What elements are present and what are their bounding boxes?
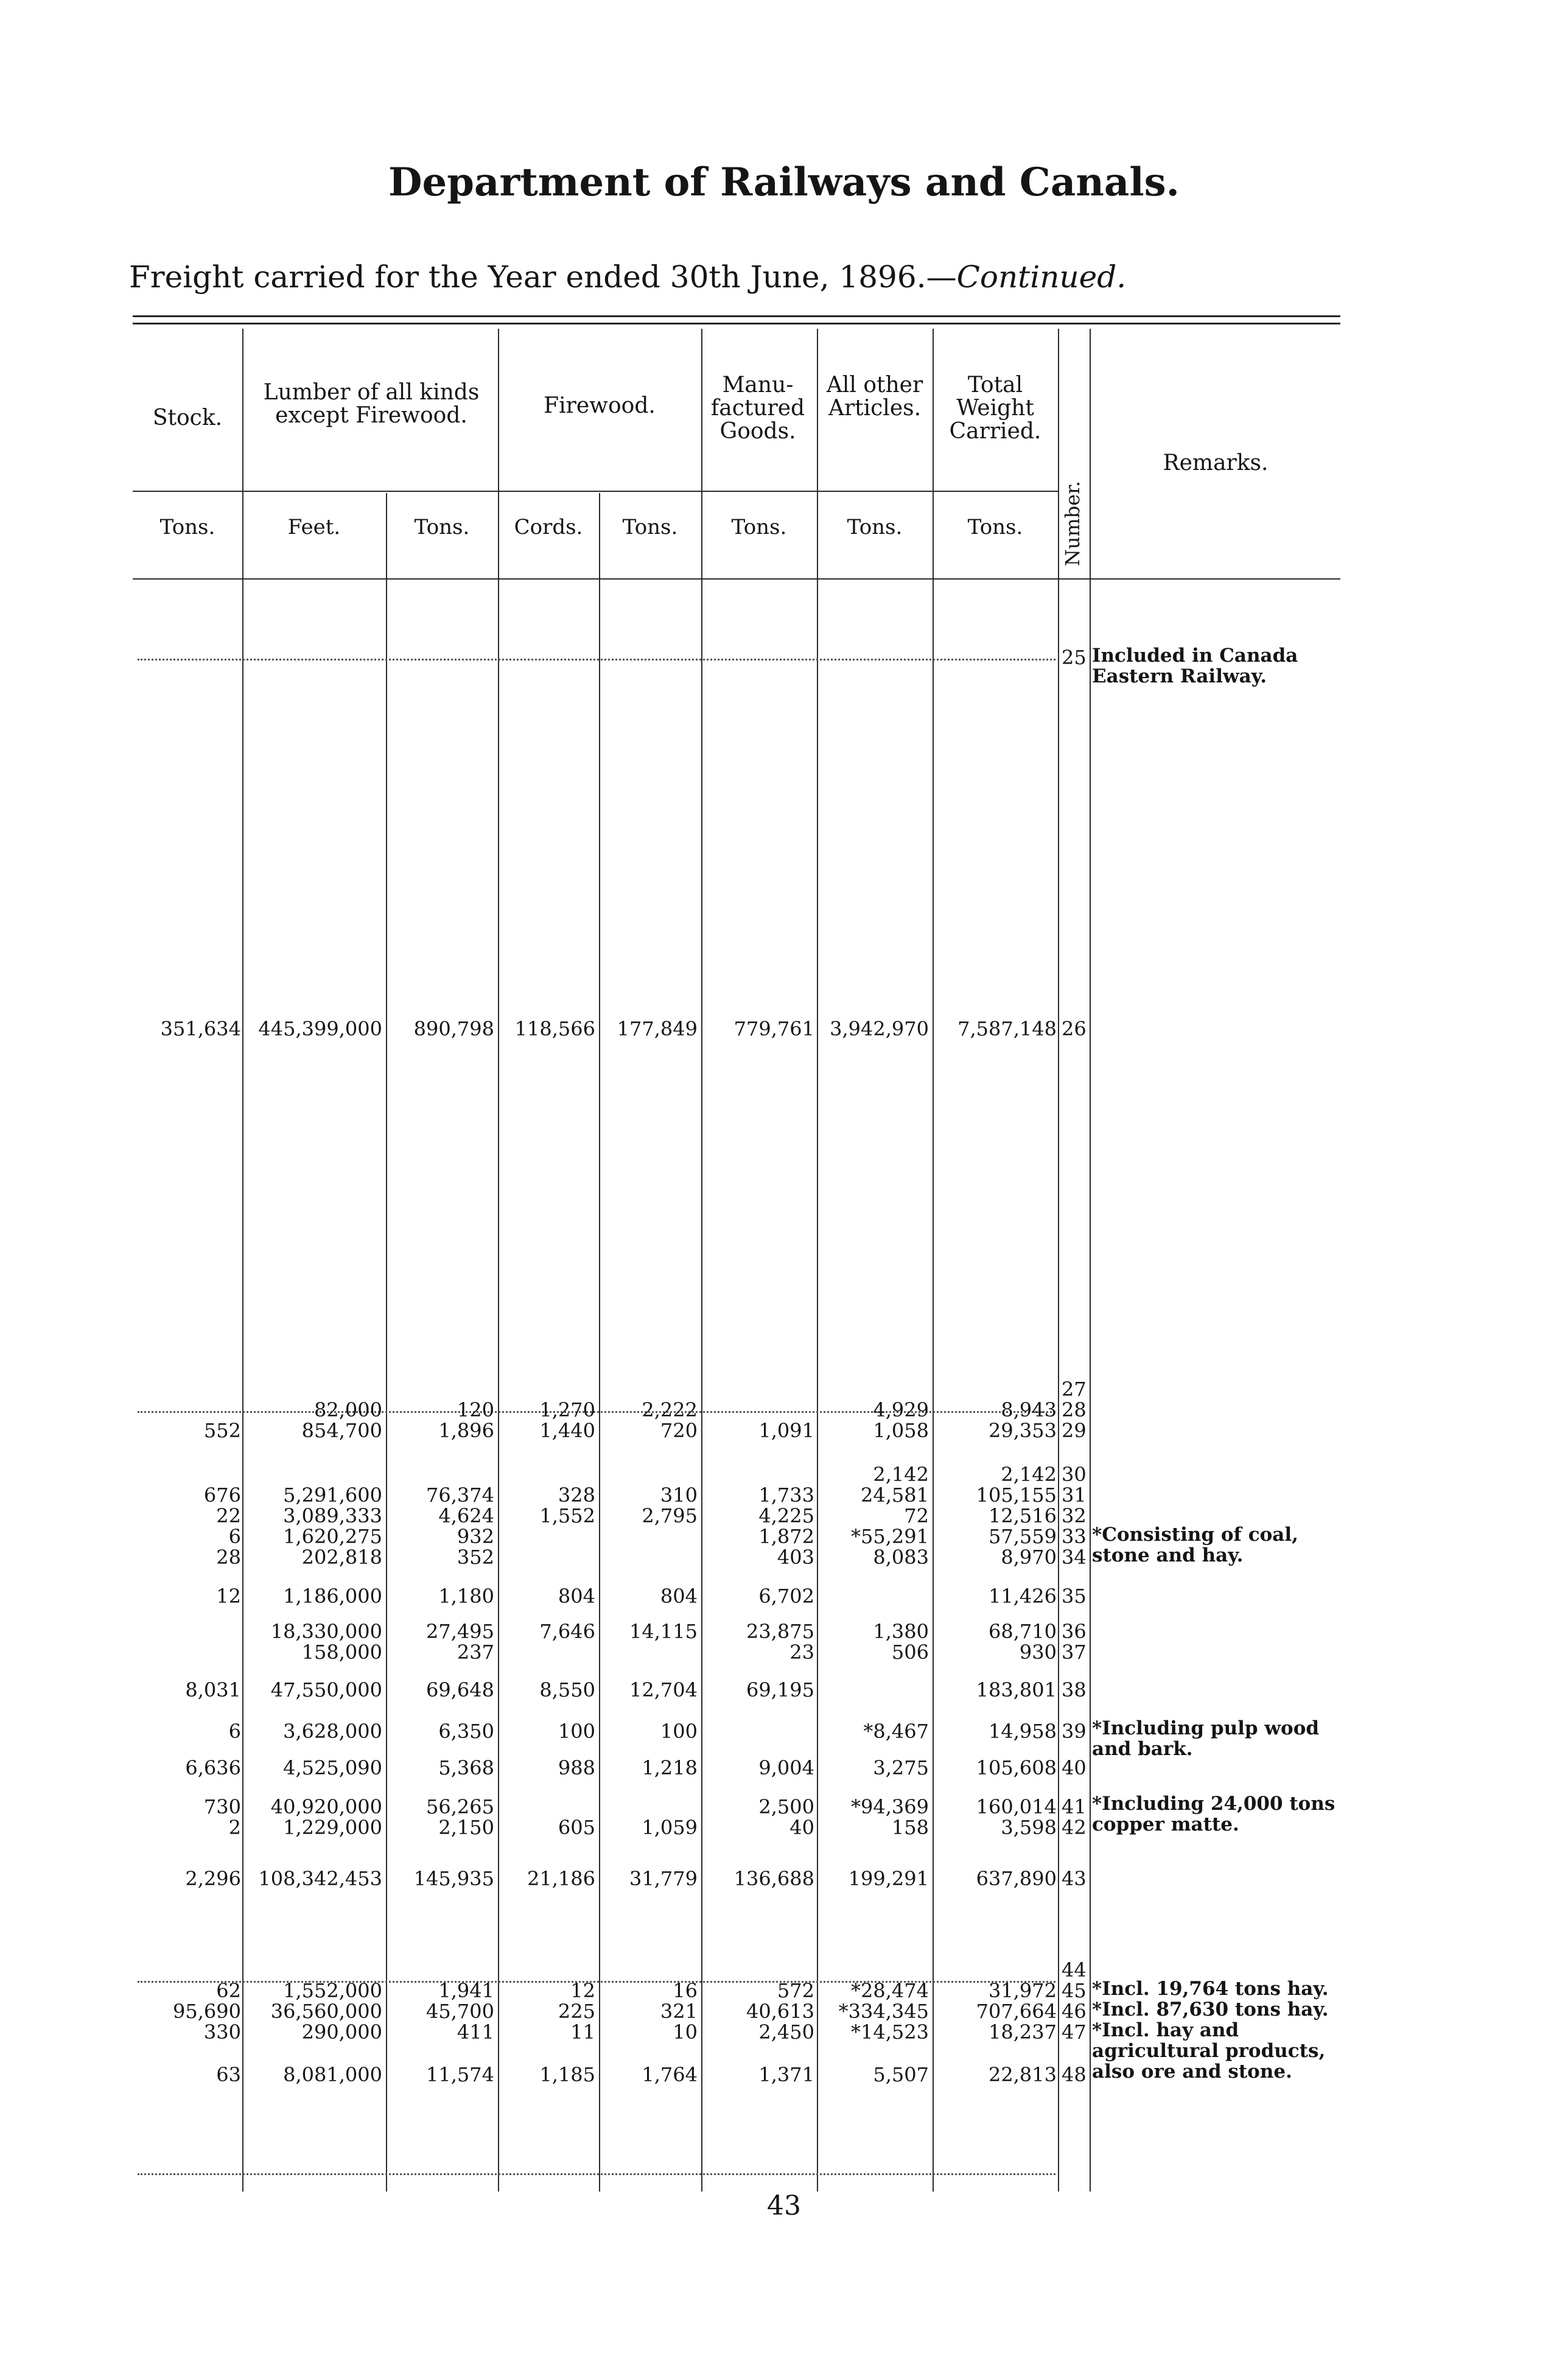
cell-feet: 3,628,000 [283,1720,382,1743]
cell-stock: 12 [216,1585,241,1608]
unit-firewood-cords: Cords. [514,515,583,539]
cell-feet: 1,186,000 [283,1585,382,1608]
cell-stock: 2,296 [185,1867,241,1890]
cell-cords: 328 [558,1484,595,1507]
row-number: 43 [1062,1867,1087,1890]
remark-text: Included in Canada Eastern Railway. [1092,645,1298,687]
row-number: 31 [1062,1484,1087,1507]
subtitle-continued: Continued. [956,259,1127,295]
cell-total: 105,155 [976,1484,1057,1507]
cell-feet: 1,552,000 [283,1979,382,2002]
cell-stock: 552 [203,1419,241,1442]
cell-other: 199,291 [848,1867,929,1890]
remark-text: *Incl. 87,630 tons hay. [1092,1999,1329,2020]
cell-stock: 95,690 [173,2000,241,2023]
cell-ftons: 321 [660,2000,698,2023]
cell-cords: 1,185 [539,2063,595,2086]
cell-other: 72 [904,1504,929,1527]
cell-stock: 676 [203,1484,241,1507]
cell-ltons: 890,798 [413,1017,494,1040]
row-number: 38 [1062,1678,1087,1701]
cell-total: 22,813 [989,2063,1057,2086]
cell-ltons: 145,935 [413,1867,494,1890]
cell-ltons: 56,265 [426,1795,494,1818]
col-total-heading: Total Weight Carried. [949,373,1041,444]
cell-feet: 18,330,000 [270,1620,382,1643]
col-rule-firewood [701,329,702,2192]
cell-total: 11,426 [989,1585,1057,1608]
col-rule-total [1058,329,1059,2192]
row-number: 41 [1062,1795,1087,1818]
row-number: 33 [1062,1525,1087,1548]
cell-other: *8,467 [863,1720,929,1743]
cell-ltons: 1,941 [438,1979,494,2002]
unit-firewood-tons: Tons. [622,515,678,539]
cell-other: *94,369 [851,1795,929,1818]
col-other-heading: All other Articles. [826,373,923,421]
cell-cords: 1,440 [539,1419,595,1442]
cell-ftons: 14,115 [629,1620,698,1643]
cell-other: 8,083 [873,1546,929,1569]
cell-stock: 6 [228,1525,241,1548]
cell-feet: 445,399,000 [258,1017,382,1040]
unit-lumber-feet: Feet. [287,515,341,539]
cell-stock: 6 [228,1720,241,1743]
cell-other: *334,345 [838,2000,929,2023]
cell-mfg: 6,702 [758,1585,814,1608]
cell-feet: 5,291,600 [283,1484,382,1507]
remark-text: *Incl. hay and agricultural products, also ore and stone. [1092,2019,1326,2083]
cell-cords: 21,186 [527,1867,595,1890]
cell-mfg: 23 [789,1641,814,1664]
cell-feet: 36,560,000 [270,2000,382,2023]
cell-mfg: 40 [789,1816,814,1839]
remark-text: *Including pulp wood and bark. [1092,1717,1320,1760]
cell-cords: 1,552 [539,1504,595,1527]
cell-other: 1,058 [873,1419,929,1442]
cell-ltons: 1,896 [438,1419,494,1442]
cell-cords: 804 [558,1585,595,1608]
col-remarks-heading: Remarks. [1163,450,1269,475]
row-number: 46 [1062,2000,1087,2023]
cell-ltons: 932 [457,1525,494,1548]
cell-total: 160,014 [976,1795,1057,1818]
cell-feet: 158,000 [301,1641,382,1664]
cell-cords: 225 [558,2000,595,2023]
cell-other: 4,929 [873,1398,929,1421]
cell-other: 2,142 [873,1463,929,1486]
row-number: 39 [1062,1720,1087,1743]
cell-other: 1,380 [873,1620,929,1643]
row-number: 36 [1062,1620,1087,1643]
cell-total: 8,943 [1001,1398,1057,1421]
unit-manufactured: Tons. [731,515,787,539]
cell-total: 105,608 [976,1756,1057,1779]
col-lumber-heading: Lumber of all kinds except Firewood. [263,380,480,428]
col-rule-lumber-mid [386,493,387,2192]
cell-stock: 6,636 [185,1756,241,1779]
cell-total: 68,710 [989,1620,1057,1643]
remark-text: *Consisting of coal, stone and hay. [1092,1524,1298,1566]
cell-total: 18,237 [989,2020,1057,2044]
cell-feet: 47,550,000 [270,1678,382,1701]
col-rule-manufactured [817,329,818,2192]
cell-other: *55,291 [851,1525,929,1548]
cell-ftons: 1,218 [642,1756,698,1779]
row-number: 48 [1062,2063,1087,2086]
leader-bottom [138,2173,1055,2175]
cell-ftons: 100 [660,1720,698,1743]
cell-ltons: 5,368 [438,1756,494,1779]
cell-ltons: 6,350 [438,1720,494,1743]
cell-mfg: 69,195 [746,1678,814,1701]
cell-total: 707,664 [976,2000,1057,2023]
cell-ltons: 237 [457,1641,494,1664]
col-number-label: Number. [1061,480,1084,567]
cell-cords: 100 [558,1720,595,1743]
cell-ltons: 411 [457,2020,494,2044]
col-number-heading [1060,475,1085,572]
cell-cords: 8,550 [539,1678,595,1701]
header-bottom-rule [133,578,1340,580]
cell-feet: 3,089,333 [283,1504,382,1527]
cell-ltons: 45,700 [426,2000,494,2023]
cell-mfg: 9,004 [758,1756,814,1779]
cell-mfg: 572 [777,1979,814,2002]
cell-other: 3,942,970 [830,1017,929,1040]
cell-cords: 605 [558,1816,595,1839]
cell-ltons: 1,180 [438,1585,494,1608]
cell-ftons: 2,795 [642,1504,698,1527]
cell-total: 3,598 [1001,1816,1057,1839]
cell-cords: 12 [570,1979,595,2002]
cell-stock: 8,031 [185,1678,241,1701]
col-manufactured-heading: Manu-factured Goods. [710,373,805,444]
col-rule-firewood-mid [599,493,600,2192]
cell-feet: 82,000 [314,1398,382,1421]
row-number: 32 [1062,1504,1087,1527]
col-rule-stock [242,329,243,2192]
row-number: 25 [1062,646,1087,669]
cell-feet: 202,818 [301,1546,382,1569]
unit-total: Tons. [967,515,1023,539]
cell-mfg: 1,733 [758,1484,814,1507]
cell-ftons: 720 [660,1419,698,1442]
unit-stock: Tons. [159,515,215,539]
cell-total: 12,516 [989,1504,1057,1527]
page-title: Department of Railways and Canals. [388,159,1180,205]
cell-mfg: 136,688 [733,1867,814,1890]
cell-feet: 108,342,453 [258,1867,382,1890]
cell-stock: 22 [216,1504,241,1527]
col-rule-lumber [498,329,499,2192]
cell-total: 183,801 [976,1678,1057,1701]
top-rule-2 [133,323,1340,324]
cell-other: 5,507 [873,2063,929,2086]
cell-other: 3,275 [873,1756,929,1779]
cell-ltons: 2,150 [438,1816,494,1839]
col-stock-heading: Stock. [152,405,223,430]
cell-ftons: 31,779 [629,1867,698,1890]
cell-cords: 11 [570,2020,595,2044]
page-subtitle [129,259,1126,295]
row-number: 44 [1062,1958,1087,1982]
cell-ltons: 27,495 [426,1620,494,1643]
cell-other: 506 [891,1641,929,1664]
cell-ftons: 1,059 [642,1816,698,1839]
cell-ltons: 76,374 [426,1484,494,1507]
cell-mfg: 1,371 [758,2063,814,2086]
cell-mfg: 4,225 [758,1504,814,1527]
cell-ftons: 804 [660,1585,698,1608]
subtitle-main: Freight carried for the Year ended 30th June, 1896.— [129,259,957,295]
top-rule-1 [133,315,1340,317]
cell-ltons: 352 [457,1546,494,1569]
row-number: 35 [1062,1585,1087,1608]
header-mid-rule [133,491,1058,492]
cell-mfg: 779,761 [733,1017,814,1040]
col-rule-other [933,329,934,2192]
cell-stock: 63 [216,2063,241,2086]
cell-mfg: 1,872 [758,1525,814,1548]
cell-mfg: 403 [777,1546,814,1569]
row-number: 30 [1062,1463,1087,1486]
cell-ftons: 12,704 [629,1678,698,1701]
cell-total: 2,142 [1001,1463,1057,1486]
leader-row-25 [138,659,1055,661]
cell-total: 7,587,148 [957,1017,1057,1040]
row-number: 47 [1062,2020,1087,2044]
row-number: 37 [1062,1641,1087,1664]
cell-stock: 2 [228,1816,241,1839]
cell-ltons: 11,574 [426,2063,494,2086]
cell-ftons: 1,764 [642,2063,698,2086]
cell-ftons: 310 [660,1484,698,1507]
cell-other: 158 [891,1816,929,1839]
cell-mfg: 23,875 [746,1620,814,1643]
cell-total: 14,958 [989,1720,1057,1743]
col-firewood-heading: Firewood. [544,393,656,418]
cell-cords: 118,566 [514,1017,595,1040]
cell-other: 24,581 [861,1484,929,1507]
row-number: 42 [1062,1816,1087,1839]
cell-mfg: 1,091 [758,1419,814,1442]
cell-feet: 8,081,000 [283,2063,382,2086]
cell-ltons: 69,648 [426,1678,494,1701]
cell-feet: 290,000 [301,2020,382,2044]
row-number: 28 [1062,1398,1087,1421]
cell-ltons: 120 [457,1398,494,1421]
cell-ftons: 10 [673,2020,698,2044]
unit-lumber-tons: Tons. [414,515,470,539]
cell-cords: 7,646 [539,1620,595,1643]
row-number: 34 [1062,1546,1087,1569]
cell-cords: 1,270 [539,1398,595,1421]
cell-mfg: 2,450 [758,2020,814,2044]
cell-mfg: 2,500 [758,1795,814,1818]
cell-feet: 854,700 [301,1419,382,1442]
cell-other: *14,523 [851,2020,929,2044]
cell-total: 57,559 [989,1525,1057,1548]
cell-stock: 730 [203,1795,241,1818]
row-number: 26 [1062,1017,1087,1040]
cell-mfg: 40,613 [746,2000,814,2023]
row-number: 29 [1062,1419,1087,1442]
cell-other: *28,474 [851,1979,929,2002]
cell-feet: 1,620,275 [283,1525,382,1548]
cell-ltons: 4,624 [438,1504,494,1527]
cell-stock: 330 [203,2020,241,2044]
page-number: 43 [767,2190,801,2221]
cell-stock: 351,634 [160,1017,241,1040]
cell-feet: 1,229,000 [283,1816,382,1839]
cell-total: 29,353 [989,1419,1057,1442]
cell-feet: 40,920,000 [270,1795,382,1818]
row-number: 40 [1062,1756,1087,1779]
cell-total: 8,970 [1001,1546,1057,1569]
cell-ftons: 16 [673,1979,698,2002]
cell-cords: 988 [558,1756,595,1779]
remark-text: *Including 24,000 tons copper matte. [1092,1793,1335,1835]
cell-stock: 62 [216,1979,241,2002]
cell-total: 637,890 [976,1867,1057,1890]
remark-text: *Incl. 19,764 tons hay. [1092,1978,1329,2000]
cell-ftons: 2,222 [642,1398,698,1421]
cell-ftons: 177,849 [617,1017,698,1040]
row-number: 27 [1062,1378,1087,1401]
cell-total: 930 [1019,1641,1057,1664]
cell-feet: 4,525,090 [283,1756,382,1779]
cell-total: 31,972 [989,1979,1057,2002]
row-number: 45 [1062,1979,1087,2002]
col-rule-number [1090,329,1091,2192]
cell-stock: 28 [216,1546,241,1569]
unit-other: Tons. [847,515,903,539]
